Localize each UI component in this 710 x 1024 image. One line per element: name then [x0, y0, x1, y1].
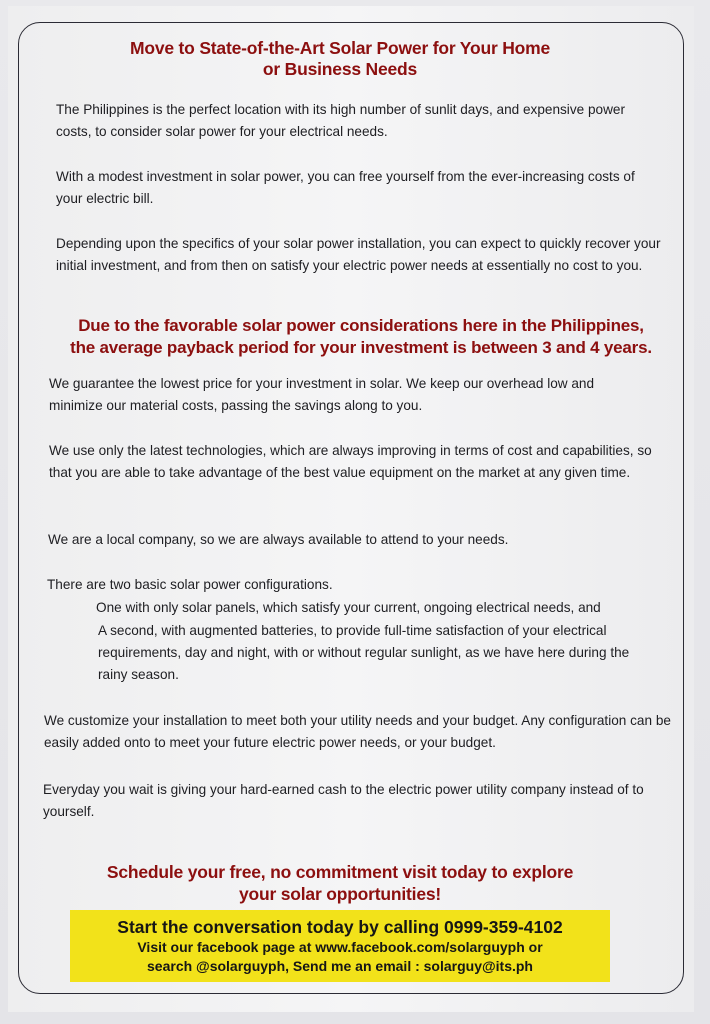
intro-paragraph-2: With a modest investment in solar power, you can free yourself from the ever-increasing costs of your electric bill.	[56, 169, 635, 206]
contact-email-line: search @solarguyph, Send me an email : solarguy@its.ph	[147, 958, 533, 974]
schedule-heading	[30, 861, 650, 905]
benefit-paragraph-1: We guarantee the lowest price for your investment in solar. We keep our overhead low and minimize our material costs, passing the savings along to you.	[49, 376, 595, 413]
contact-phone-line: Start the conversation today by calling 0999-359-4102	[117, 917, 563, 937]
configuration-option-2: A second, with augmented batteries, to provide full-time satisfaction of your electrical requirements, day and night, with or without regular sunlight, as we have here during the rainy season.	[98, 623, 630, 682]
payback-heading	[36, 315, 686, 359]
main-title-line-2: or Business Needs	[262, 59, 418, 79]
main-title-line-1: Move to State-of-the-Art Solar Power for Your Home	[129, 38, 551, 58]
intro-paragraph-3: Depending upon the specifics of your solar power installation, you can expect to quickly recover your initial investment, and from then on satisfy your electric power needs at essentially no cost to you.	[56, 236, 661, 273]
closing-paragraph-2: Everyday you wait is giving your hard-earned cash to the electric power utility company instead of to yourself.	[43, 782, 644, 819]
schedule-heading-line-2: your solar opportunities!	[238, 884, 442, 904]
payback-heading-line-2: the average payback period for your investment is between 3 and 4 years.	[70, 338, 652, 357]
main-title	[30, 38, 650, 80]
configurations-intro: There are two basic solar power configurations.	[47, 577, 333, 592]
closing-paragraph-1: We customize your installation to meet both your utility needs and your budget. Any configuration can be easily added onto to meet your future electric power needs, or your budget.	[44, 713, 671, 750]
schedule-heading-line-1: Schedule your free, no commitment visit today to explore	[106, 862, 574, 882]
configuration-option-1: One with only solar panels, which satisfy your current, ongoing electrical needs, and	[96, 600, 601, 615]
payback-heading-line-1: Due to the favorable solar power considerations here in the Philippines,	[78, 316, 644, 335]
benefit-paragraph-2: We use only the latest technologies, which are always improving in terms of cost and capabilities, so that you are able to take advantage of the best value equipment on the market at any given time.	[49, 443, 652, 480]
intro-paragraph-1: The Philippines is the perfect location with its high number of sunlit days, and expensive power costs, to consider solar power for your electrical needs.	[56, 102, 625, 139]
contact-facebook-line: Visit our facebook page at www.facebook.com/solarguyph or	[137, 939, 543, 955]
contact-banner	[70, 910, 610, 982]
benefit-paragraph-3: We are a local company, so we are always available to attend to your needs.	[48, 532, 509, 547]
